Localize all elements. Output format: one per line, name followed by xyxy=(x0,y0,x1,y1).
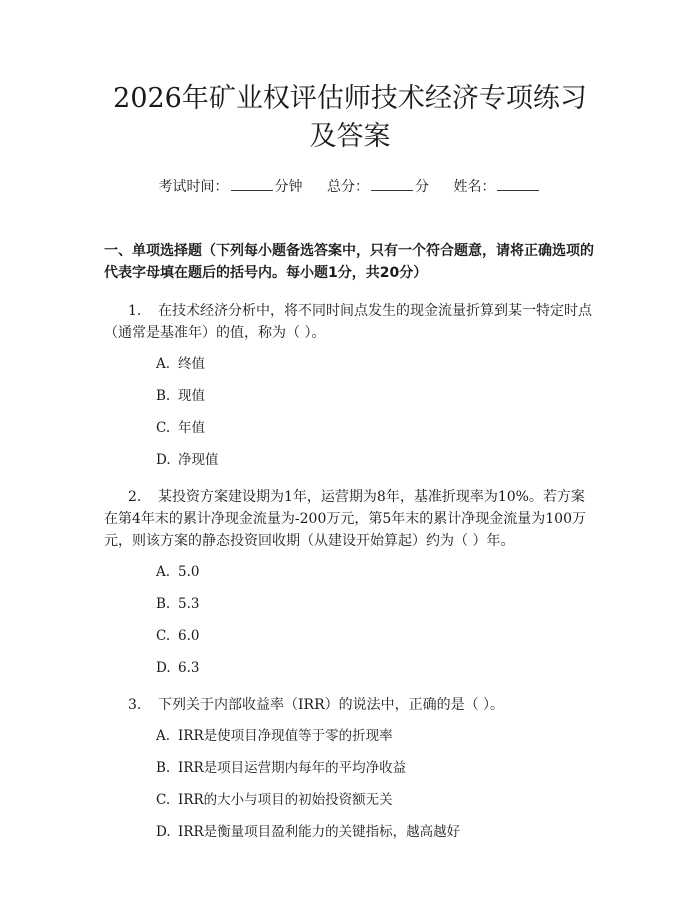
option-b xyxy=(156,386,596,406)
option-letter: B. xyxy=(156,388,171,404)
option-text: 5.3 xyxy=(178,596,200,612)
exam-meta xyxy=(104,176,596,197)
total-score-field xyxy=(327,176,429,197)
option-letter: B. xyxy=(156,596,171,612)
exam-time-blank xyxy=(231,176,273,191)
question-3-options xyxy=(104,726,596,842)
name-label: 姓名： xyxy=(453,179,496,195)
option-a xyxy=(156,562,596,582)
option-d xyxy=(156,822,596,842)
option-letter: D. xyxy=(156,452,171,468)
question-text: 在技术经济分析中，将不同时间点发生的现金流量折算到某一特定时点（通常是基准年）的值，称为（ ）。 xyxy=(104,303,592,341)
question-1 xyxy=(104,300,596,344)
option-text: IRR是使项目净现值等于零的折现率 xyxy=(178,728,393,744)
option-letter: A. xyxy=(156,728,171,744)
option-a xyxy=(156,354,596,374)
option-letter: C. xyxy=(156,628,171,644)
option-letter: D. xyxy=(156,660,171,676)
option-letter: B. xyxy=(156,760,171,776)
question-1-options xyxy=(104,354,596,470)
option-text: 终值 xyxy=(178,356,205,372)
question-number: 3. xyxy=(128,697,142,713)
total-score-label: 总分： xyxy=(327,179,369,195)
option-text: 年值 xyxy=(178,420,205,436)
option-d xyxy=(156,658,596,678)
option-c xyxy=(156,626,596,646)
exam-time-unit: 分钟 xyxy=(274,179,303,195)
question-number: 2. xyxy=(128,489,142,505)
option-text: 6.3 xyxy=(178,660,200,676)
exam-time-field xyxy=(159,176,303,197)
option-b xyxy=(156,594,596,614)
total-score-blank xyxy=(371,176,413,191)
section-heading: 一、单项选择题（下列每小题备选答案中，只有一个符合题意，请将正确选项的代表字母填在题后的括号内。每小题1分，共20分） xyxy=(104,243,594,281)
question-2 xyxy=(104,486,596,552)
question-number: 1. xyxy=(128,303,142,319)
option-text: IRR是衡量项目盈利能力的关键指标，越高越好 xyxy=(178,824,461,840)
option-c xyxy=(156,790,596,810)
option-text: 6.0 xyxy=(178,628,200,644)
option-b xyxy=(156,758,596,778)
option-text: 5.0 xyxy=(178,564,200,580)
option-letter: D. xyxy=(156,824,171,840)
question-text: 某投资方案建设期为1年，运营期为8年，基准折现率为10%。若方案在第4年末的累计净现金流量为-200万元，第5年末的累计净现金流量为100万元，则该方案的静态投资回收期（从建设开始算起）约为（ ）年。 xyxy=(104,489,586,549)
question-3 xyxy=(104,694,596,716)
option-d xyxy=(156,450,596,470)
name-field xyxy=(453,176,541,197)
total-score-unit: 分 xyxy=(415,179,429,195)
option-text: 现值 xyxy=(178,388,205,404)
option-c xyxy=(156,418,596,438)
option-text: IRR是项目运营期内每年的平均净收益 xyxy=(178,760,407,776)
option-letter: A. xyxy=(156,356,171,372)
question-text: 下列关于内部收益率（IRR）的说法中，正确的是（ ）。 xyxy=(158,697,505,713)
option-letter: C. xyxy=(156,792,171,808)
exam-time-label: 考试时间： xyxy=(158,179,229,195)
question-2-options xyxy=(104,562,596,678)
option-letter: A. xyxy=(156,564,171,580)
option-a xyxy=(156,726,596,746)
option-text: IRR的大小与项目的初始投资额无关 xyxy=(178,792,393,808)
option-text: 净现值 xyxy=(178,452,219,468)
option-letter: C. xyxy=(156,420,171,436)
document-title: 2026年矿业权评估师技术经济专项练习及答案 xyxy=(113,83,587,152)
name-blank xyxy=(497,176,539,191)
